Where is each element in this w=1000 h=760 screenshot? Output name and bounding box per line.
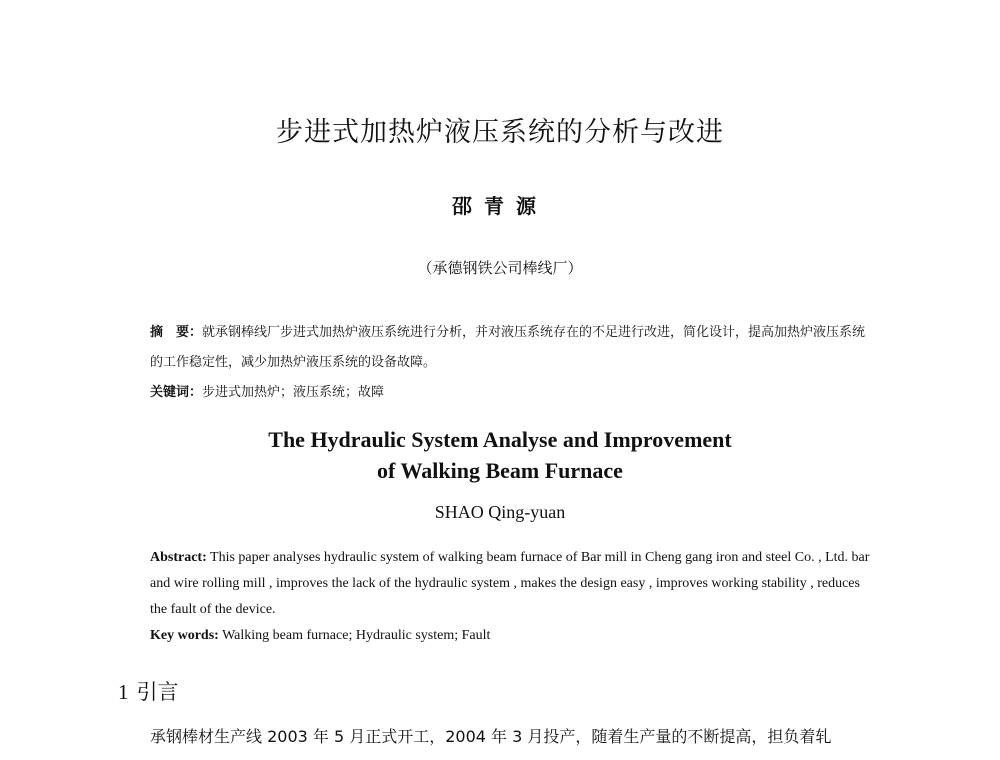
english-title [0, 424, 1000, 486]
english-abstract [150, 545, 870, 623]
english-abstract-text: This paper analyses hydraulic system of walking beam furnace of Bar mill in Cheng gang iron and steel Co. , Ltd. bar and wire rolling mill , improves the lack of the hydraulic system , makes the design easy , improves working stability , reduces the fault of the device. [150, 550, 870, 617]
chinese-title: 步进式加热炉液压系统的分析与改进 [276, 117, 724, 148]
english-keywords-label: Key words: [150, 628, 219, 643]
body-paragraph: 承钢棒材生产线 2003 年 5 月正式开工，2004 年 3 月投产，随着生产量的不断提高，担负着轧 [150, 727, 832, 746]
english-keywords [150, 623, 870, 649]
chinese-author: 邵青源 [452, 194, 548, 218]
english-abstract-block [150, 545, 870, 649]
english-abstract-label: Abstract: [150, 550, 207, 565]
chinese-affiliation: （承德钢铁公司棒线厂） [417, 259, 583, 277]
chinese-abstract-label: 摘 要： [150, 325, 203, 340]
section-number: 1 [118, 680, 129, 704]
english-title-line-2: of Walking Beam Furnace [377, 458, 623, 483]
chinese-keywords-text: 步进式加热炉；液压系统；故障 [202, 385, 385, 400]
section-heading [118, 676, 179, 706]
english-author: SHAO Qing-yuan [434, 502, 566, 522]
chinese-abstract [150, 318, 870, 378]
section-title: 引言 [136, 680, 179, 704]
english-keywords-text: Walking beam furnace; Hydraulic system; Fault [222, 628, 491, 643]
chinese-keywords-label: 关键词： [150, 385, 203, 400]
chinese-abstract-block [150, 318, 870, 408]
chinese-keywords [150, 378, 870, 408]
chinese-abstract-text: 就承钢棒线厂步进式加热炉液压系统进行分析，并对液压系统存在的不足进行改进，简化设计，提高加热炉液压系统的工作稳定性，减少加热炉液压系统的设备故障。 [150, 325, 866, 370]
english-title-line-1: The Hydraulic System Analyse and Improvement [268, 427, 732, 452]
